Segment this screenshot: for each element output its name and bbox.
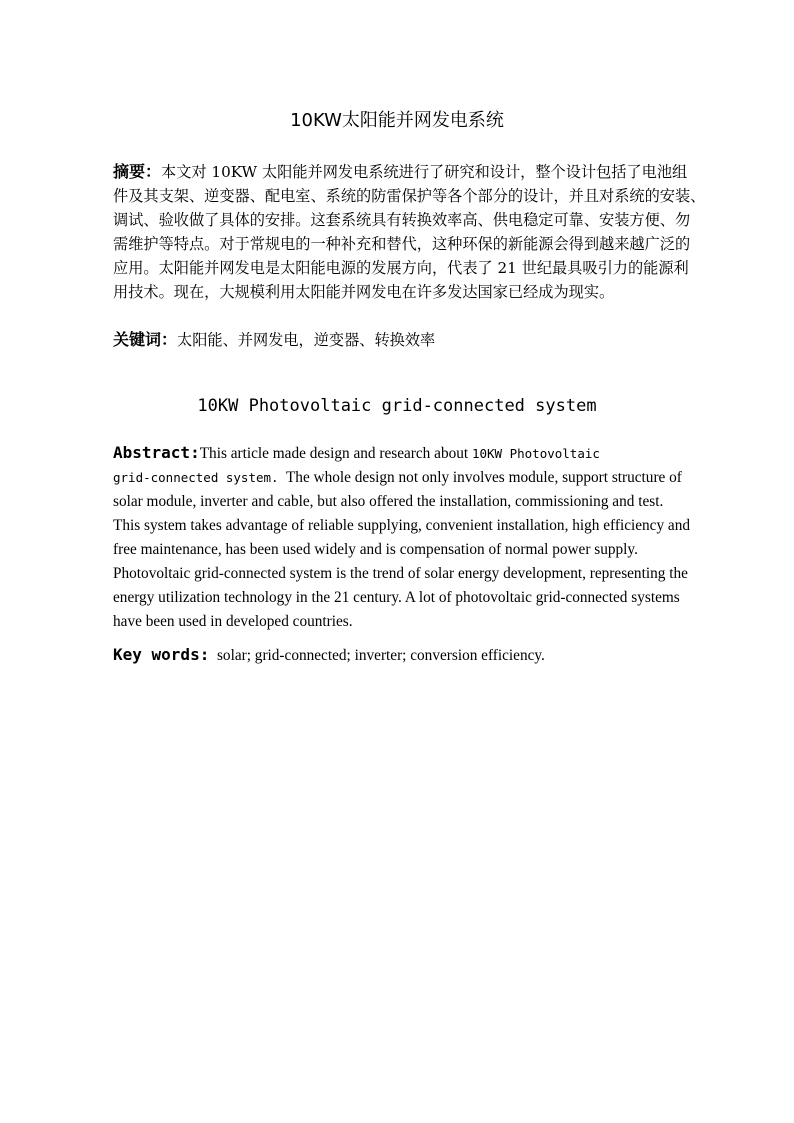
abstract-en-line	[113, 441, 600, 466]
abstract-en-text: The whole design not only involves module, support structure of	[278, 469, 682, 486]
abstract-cn-line: 用技术。现在，大规模利用太阳能并网发电在许多发达国家已经成为现实。	[113, 283, 615, 301]
abstract-cn-line: 需维护等特点。对于常规电的一种补充和替代，这种环保的新能源会得到越来越广泛的	[113, 235, 691, 253]
abstract-cn-line: 件及其支架、逆变器、配电室、系统的防雷保护等各个部分的设计，并且对系统的安装、	[113, 187, 706, 205]
abstract-en-line: Photovoltaic grid-connected system is the trend of solar energy development, representing the	[113, 565, 688, 582]
abstract-cn-text: 本文对 10KW 太阳能并网发电系统进行了研究和设计，整个设计包括了电池组	[161, 163, 688, 181]
abstract-en-line: solar module, inverter and cable, but also offered the installation, commissioning and test.	[113, 493, 664, 510]
abstract-en-line: energy utilization technology in the 21 century. A lot of photovoltaic grid-connected systems	[113, 589, 680, 606]
abstract-en-mono: 10KW Photovoltaic	[471, 446, 600, 461]
abstract-en-line: have been used in developed countries.	[113, 613, 353, 630]
title-chinese: 10KW太阳能并网发电系统	[290, 110, 504, 131]
keywords-en-text: solar; grid-connected; inverter; conversion efficiency.	[216, 647, 545, 664]
abstract-en-mono: grid-connected system.	[113, 470, 279, 485]
abstract-en-label: Abstract:	[113, 443, 200, 462]
keywords-english	[113, 643, 545, 668]
abstract-cn-line: 调试、验收做了具体的安排。这套系统具有转换效率高、供电稳定可靠、安装方便、勿	[113, 211, 691, 229]
abstract-cn-label: 摘要：	[113, 162, 162, 181]
abstract-en-text: This article made design and research about	[199, 445, 472, 462]
abstract-en-line: This system takes advantage of reliable supplying, convenient installation, high efficiency and	[113, 517, 691, 534]
keywords-en-label: Key words:	[113, 645, 210, 664]
keywords-cn-label: 关键词：	[113, 330, 178, 349]
abstract-cn-line: 应用。太阳能并网发电是太阳能电源的发展方向，代表了 21 世纪最具吸引力的能源利	[113, 259, 689, 277]
title-english: 10KW Photovoltaic grid-connected system	[197, 396, 597, 416]
abstract-en-line	[113, 466, 682, 490]
abstract-cn-line	[113, 160, 687, 184]
keywords-chinese	[113, 328, 435, 352]
abstract-en-line: free maintenance, has been used widely and is compensation of normal power supply.	[113, 541, 638, 558]
keywords-cn-text: 太阳能、并网发电，逆变器、转换效率	[177, 331, 436, 349]
